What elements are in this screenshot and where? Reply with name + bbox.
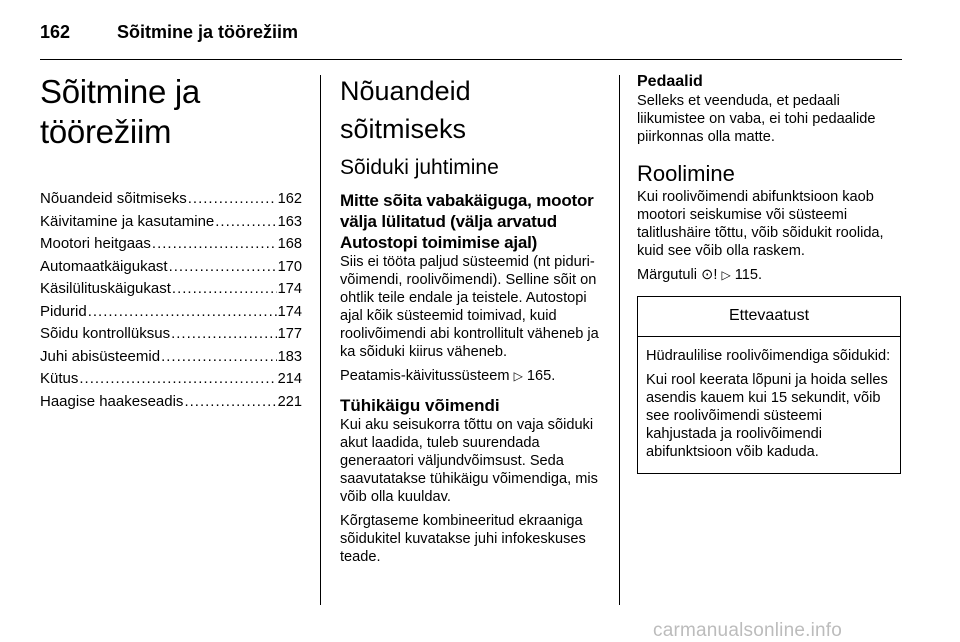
- toc-entry-page: 221: [277, 393, 302, 410]
- toc-entry-title: Juhi abisüsteemid: [40, 347, 161, 365]
- toc-entry-page: 214: [277, 371, 302, 387]
- toc-entry[interactable]: [40, 211, 302, 234]
- toc-entry[interactable]: [40, 188, 302, 211]
- toc-entry[interactable]: [40, 346, 302, 369]
- reference-text: Märgutuli: [637, 267, 698, 283]
- toc-entry-page: 168: [277, 236, 302, 252]
- cross-reference-paragraph: [340, 367, 604, 385]
- toc-entry[interactable]: [40, 256, 302, 279]
- paragraph: Selleks et veenduda, et pedaali liikumistee on vaba, ei tohi pedaalide piirkonnas olla matte.: [637, 93, 876, 145]
- table-of-contents: [40, 188, 302, 413]
- section-title-steering: Roolimine: [637, 161, 735, 186]
- toc-entry[interactable]: [40, 301, 302, 324]
- section-title: Nõuandeid sõitmiseks: [340, 76, 471, 144]
- content-column-2: [340, 72, 604, 566]
- toc-leader-dots: [188, 188, 277, 211]
- reference-page-link[interactable]: 165.: [526, 368, 556, 384]
- content-column-3: [637, 72, 901, 474]
- caution-body: [638, 337, 900, 473]
- column-divider-1: [320, 75, 321, 605]
- paragraph: Kui aku seisukorra tõttu on vaja sõiduki akut laadida, tuleb suurendada generaatori väljundvõimsust. Seda saavutatakse tühikäigu võimendiga, mis võib olla kuuldav.: [340, 417, 598, 505]
- toc-entry[interactable]: [40, 323, 302, 346]
- toc-leader-dots: [161, 346, 277, 369]
- toc-column: [40, 72, 302, 413]
- toc-leader-dots: [171, 323, 277, 346]
- toc-leader-dots: [169, 256, 277, 279]
- page-reference-arrow-icon: ▷: [721, 268, 731, 282]
- toc-entry-page: 170: [277, 258, 302, 275]
- toc-entry-title: Automaatkäigukast: [40, 257, 168, 275]
- toc-entry-title: Haagise haakeseadis: [40, 392, 184, 410]
- caution-title: Ettevaatust: [638, 297, 900, 337]
- toc-entry-page: 162: [277, 191, 302, 207]
- toc-entry[interactable]: [40, 368, 302, 391]
- caution-box: [637, 296, 901, 474]
- caution-paragraph: Hüdraulilise roolivõimendiga sõidukid:: [646, 348, 891, 364]
- toc-leader-dots: [184, 391, 276, 414]
- toc-entry-page: 174: [277, 281, 302, 297]
- running-title: Sõitmine ja töörežiim: [117, 22, 299, 42]
- toc-entry-title: Nõuandeid sõitmiseks: [40, 190, 187, 207]
- toc-entry-title: Sõidu kontrollüksus: [40, 325, 171, 342]
- column-divider-2: [619, 75, 620, 605]
- toc-entry-page: 183: [277, 348, 302, 365]
- toc-entry-page: 177: [277, 326, 302, 342]
- page-header: [40, 22, 298, 43]
- steering-warning-icon: ⊙!: [701, 267, 718, 283]
- toc-leader-dots: [79, 368, 276, 391]
- chapter-title: Sõitmine ja töörežiim: [40, 73, 200, 150]
- toc-entry[interactable]: [40, 278, 302, 301]
- page-number: 162: [40, 22, 71, 42]
- toc-entry[interactable]: [40, 233, 302, 256]
- topic-heading-pedals: Pedaalid: [637, 73, 703, 90]
- paragraph: Kõrgtaseme kombineeritud ekraaniga sõidukitel kuvatakse juhi infokeskuses teade.: [340, 513, 586, 565]
- topic-heading-idle-boost: Tühikäigu võimendi: [340, 396, 500, 415]
- toc-entry-title: Kütus: [40, 370, 79, 387]
- watermark: carmanualsonline.info: [653, 620, 843, 641]
- page-reference-arrow-icon: ▷: [513, 369, 523, 383]
- paragraph: Siis ei tööta paljud süsteemid (nt pidurivõimendi, roolivõimendi). Selline sõit on ohtlik teile endale ja teistele. Autostopi ajal kõik süsteemid toimivad, kuid roolivõimendi abi kontrollitult väheneb ja ka sõiduki kiirus väheneb.: [340, 254, 599, 360]
- caution-paragraph: Kui rool keerata lõpuni ja hoida selles asendis kauem kui 15 sekundit, võib see roolivõimendi süsteemi kahjustada ja roolivõimendi abifunktsioon võib kaduda.: [646, 372, 888, 460]
- topic-heading-no-coasting: Mitte sõita vabakäiguga, mootor välja lülitatud (välja arvatud Autostopi toimimise ajal): [340, 191, 594, 252]
- toc-leader-dots: [172, 278, 277, 301]
- reference-page-link[interactable]: 115.: [734, 267, 763, 283]
- toc-leader-dots: [88, 301, 277, 324]
- toc-entry-page: 163: [277, 213, 302, 230]
- toc-entry[interactable]: [40, 391, 302, 414]
- toc-leader-dots: [215, 211, 276, 234]
- toc-leader-dots: [152, 233, 277, 256]
- toc-entry-title: Käsilülituskäigukast: [40, 280, 171, 297]
- toc-entry-page: 174: [277, 303, 302, 320]
- toc-entry-title: Käivitamine ja kasutamine: [40, 212, 215, 230]
- cross-reference-paragraph: [637, 266, 901, 284]
- reference-text: Peatamis-käivitussüsteem: [340, 368, 510, 384]
- toc-entry-title: Pidurid: [40, 302, 87, 320]
- header-divider: [40, 59, 902, 60]
- toc-entry-title: Mootori heitgaas: [40, 235, 151, 252]
- paragraph: Kui roolivõimendi abifunktsioon kaob mootori seiskumise või süsteemi talitlushäire tõttu, võib sõidukit roolida, kuid see võib olla raskem.: [637, 189, 884, 259]
- subsection-title: Sõiduki juhtimine: [340, 156, 499, 179]
